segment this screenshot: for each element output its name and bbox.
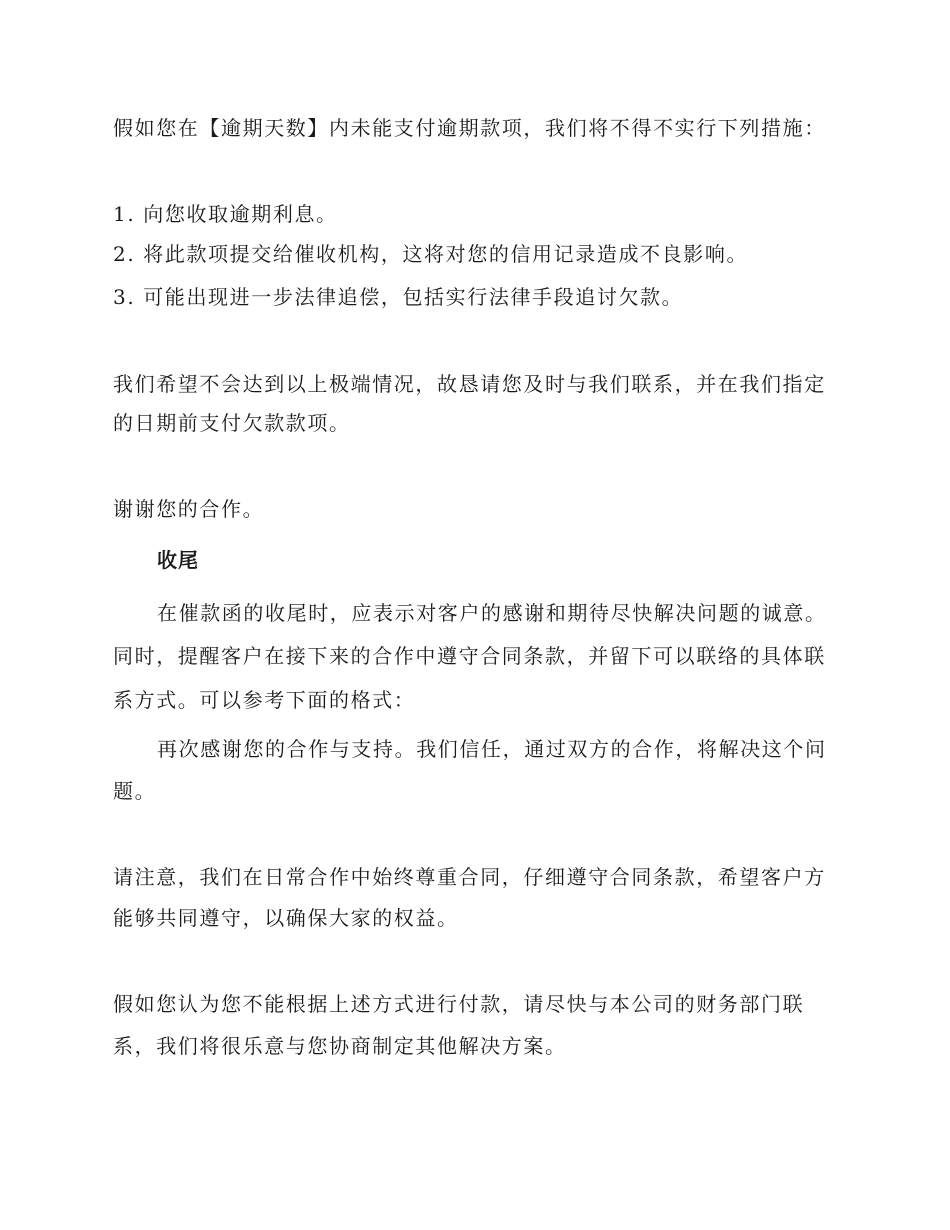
measure-item-2: 2. 将此款项提交给催收机构，这将对您的信用记录造成不良影响。 bbox=[113, 242, 749, 266]
notice-paragraph-line-1: 请注意，我们在日常合作中始终尊重合同，仔细遵守合同条款，希望客户方 bbox=[113, 865, 826, 889]
hope-paragraph-line-1: 我们希望不会达到以上极端情况，故恳请您及时与我们联系，并在我们指定 bbox=[113, 372, 826, 396]
closing-paragraph-line-3: 系方式。可以参考下面的格式： bbox=[113, 688, 416, 712]
notice-paragraph-line-2: 能够共同遵守，以确保大家的权益。 bbox=[113, 906, 459, 930]
thanks-line: 谢谢您的合作。 bbox=[113, 497, 265, 521]
closing-paragraph-line-2: 同时，提醒客户在接下来的合作中遵守合同条款，并留下可以联络的具体联 bbox=[113, 644, 826, 668]
measure-item-1: 1. 向您收取逾期利息。 bbox=[113, 202, 338, 226]
sample-paragraph-line-1: 再次感谢您的合作与支持。我们信任，通过双方的合作，将解决这个问 bbox=[157, 737, 827, 761]
measure-item-3: 3. 可能出现进一步法律追偿，包括实行法律手段追讨欠款。 bbox=[113, 285, 684, 309]
sample-paragraph-line-2: 题。 bbox=[113, 779, 157, 803]
intro-paragraph: 假如您在【逾期天数】内未能支付逾期款项，我们将不得不实行下列措施： bbox=[113, 116, 826, 140]
section-heading: 收尾 bbox=[157, 548, 199, 572]
alternative-paragraph-line-2: 系，我们将很乐意与您协商制定其他解决方案。 bbox=[113, 1034, 567, 1058]
closing-paragraph-line-1: 在催款函的收尾时，应表示对客户的感谢和期待尽快解决问题的诚意。 bbox=[157, 601, 827, 625]
hope-paragraph-line-2: 的日期前支付欠款款项。 bbox=[113, 411, 351, 435]
alternative-paragraph-line-1: 假如您认为您不能根据上述方式进行付款，请尽快与本公司的财务部门联 bbox=[113, 992, 805, 1016]
